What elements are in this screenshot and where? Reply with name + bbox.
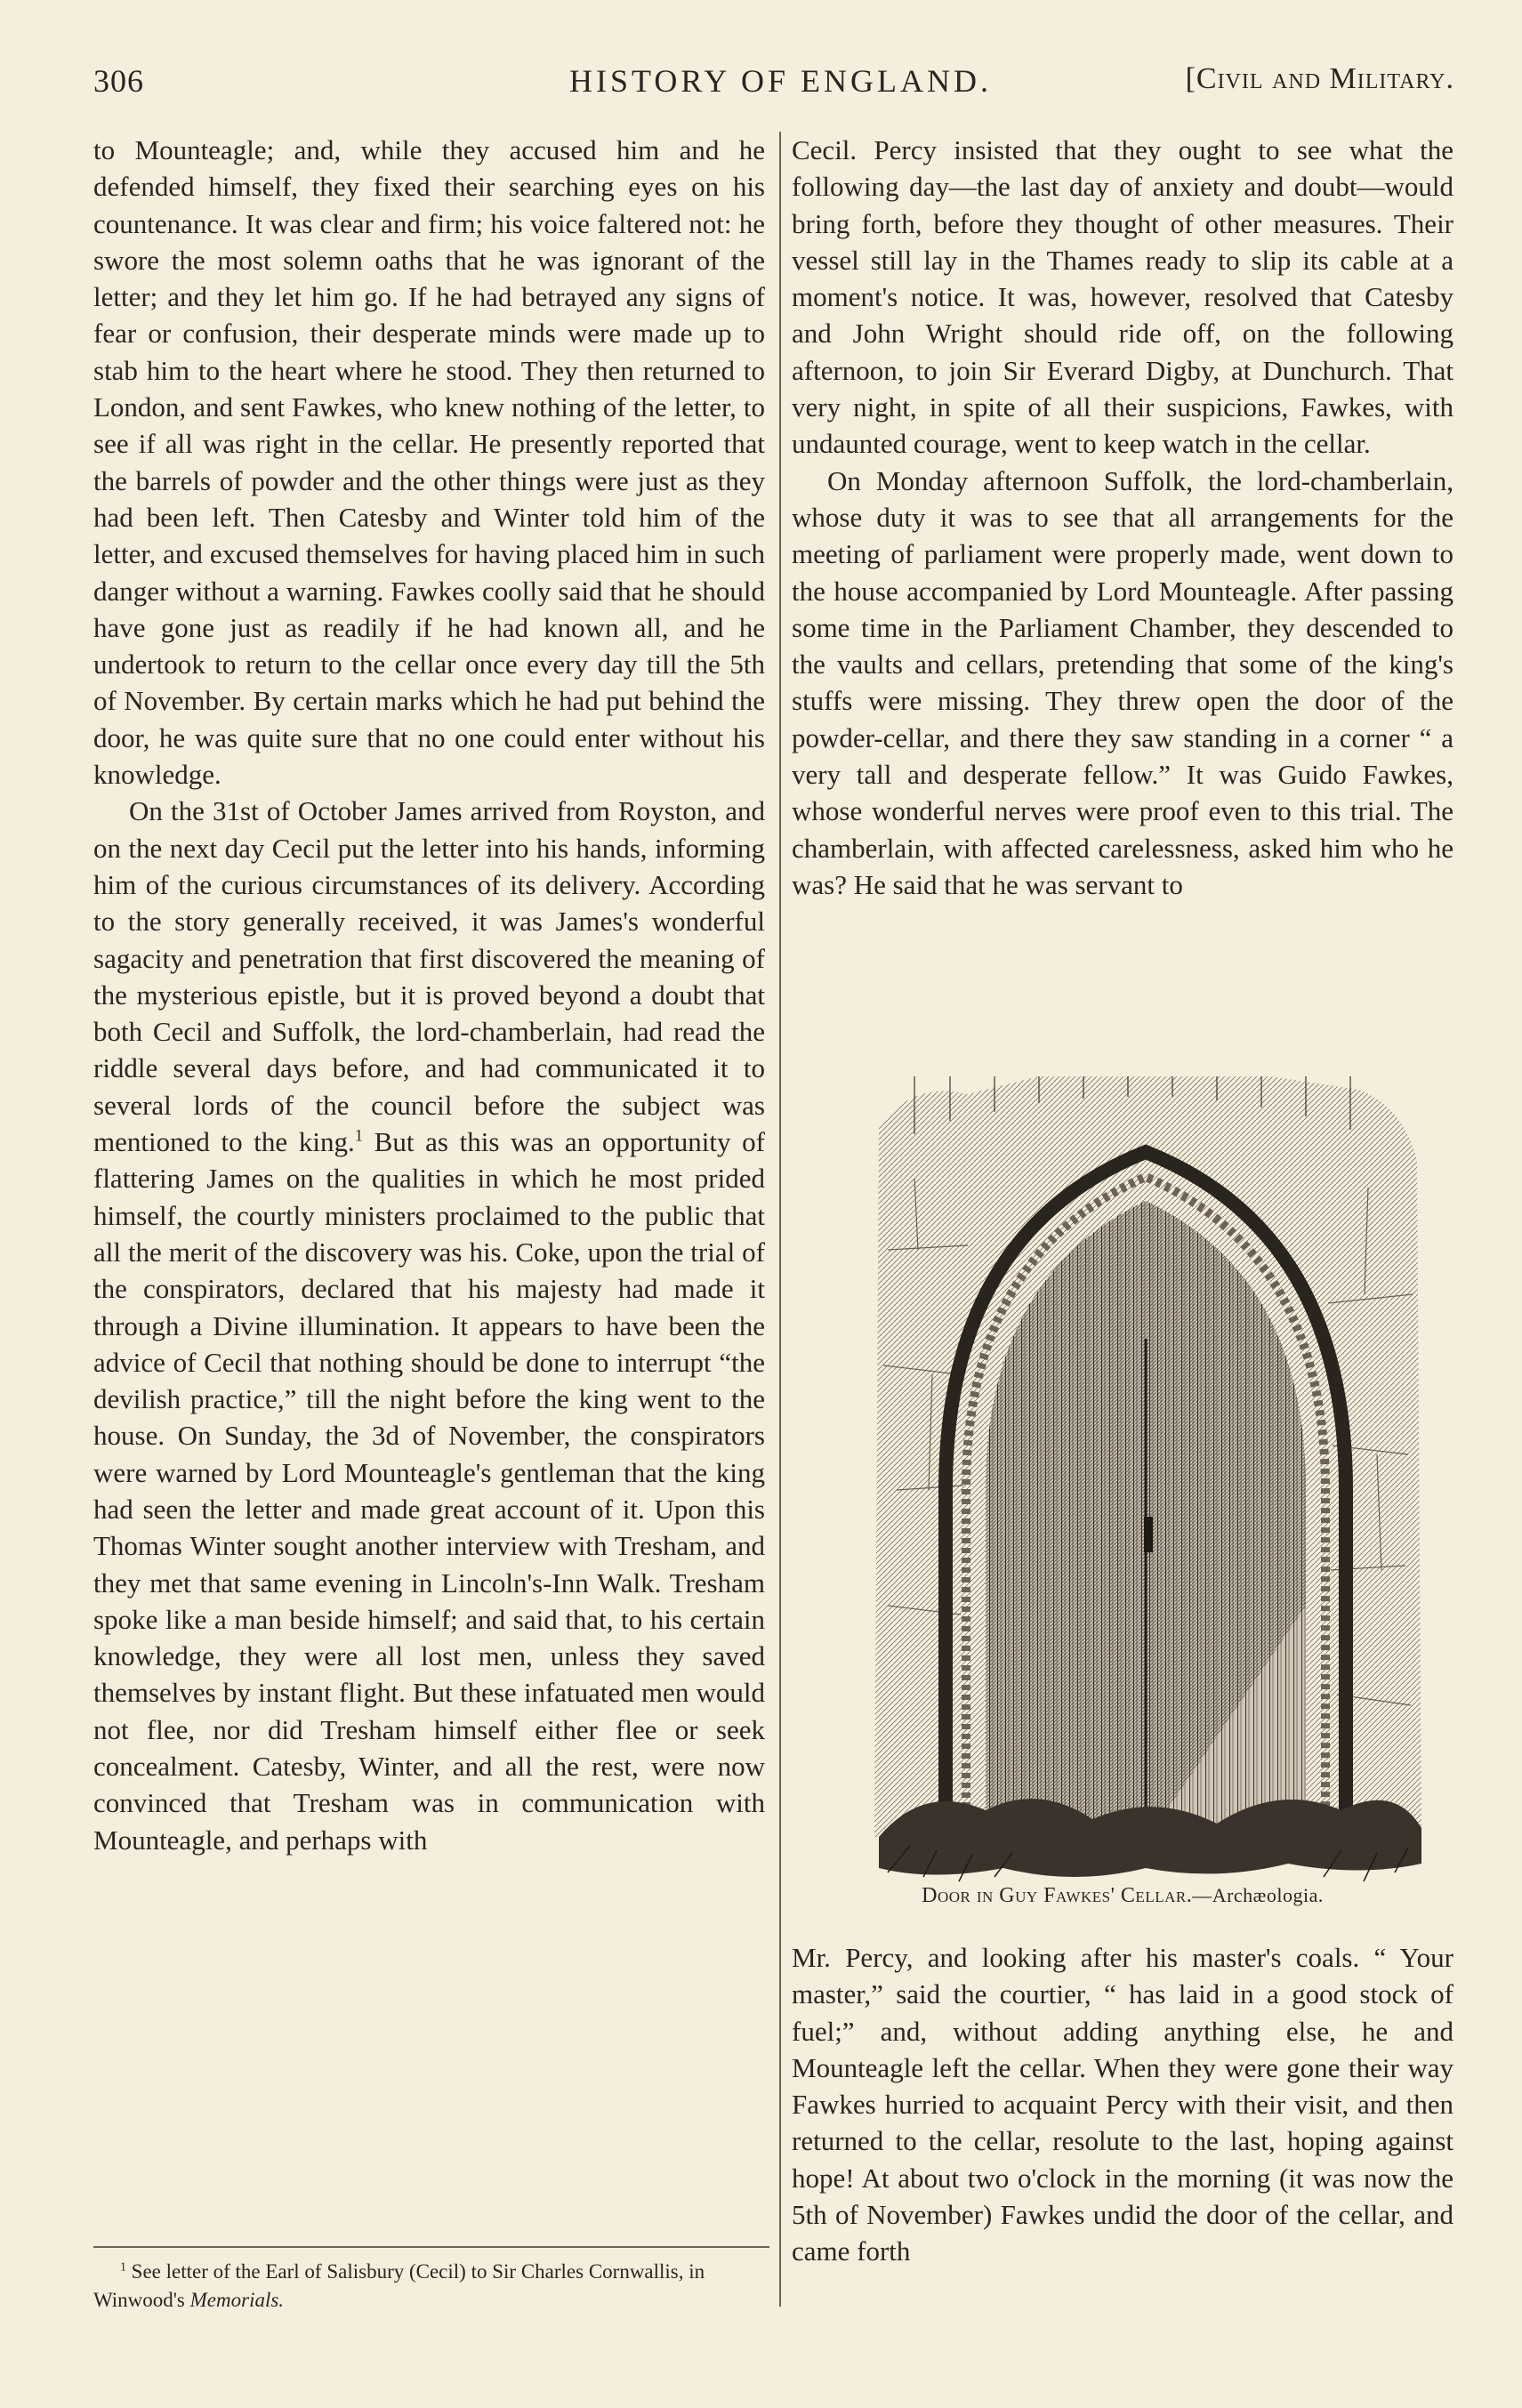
column-divider (779, 132, 781, 2307)
header-section (1186, 62, 1454, 96)
footnote-ref: 1 (354, 1126, 363, 1146)
figure-caption-source: —Archæologia. (1192, 1884, 1324, 1906)
page-number: 306 (93, 63, 144, 99)
figure-caption (792, 1884, 1454, 1908)
footnote-divider (93, 2246, 769, 2248)
left-paragraph-2-continued: But as this was an opportunity of flattering James on the qualities in which he most prided himself, the courtly ministers proclaimed to the public that all the merit of the discovery was his. Coke, upon the trial of the conspirators, declared that his majesty had made it through a Divine illumination. It appears to have been the advice of Cecil that nothing should be done to interrupt “the devilish practice,” till the night before the king went to the house. On Sunday, the 3d of November, the conspirators were warned by Lord Mounteagle's gentleman that the king had seen the letter and made great account of it. Upon this Thomas Winter sought another interview with Tresham, and they met that same evening in Lincoln's-Inn Walk. Tresham spoke like a man beside himself; and said that, to his certain knowledge, they were all lost men, unless they saved themselves by instant flight. But these infatuated men would not flee, nor did Tresham himself either flee or seek concealment. Catesby, Winter, and all the rest, were now convinced that Tresham was in communication with Mounteagle, and perhaps with (93, 1126, 766, 1856)
left-paragraph-2 (93, 793, 765, 1858)
right-column-bottom (792, 1939, 1454, 2270)
footnote-marker: 1 (120, 2259, 126, 2274)
right-paragraph-2: On Monday afternoon Suffolk, the lord-chamberlain, whose duty it was to see that all arrangements for the meeting of parliament were properly made, went down to the house accompanied by Lord Mounteagle. After passing some time in the Parliament Chamber, they descended to the vaults and cellars, pretending that some of the king's stuffs were missing. They threw open the door of the powder-cellar, and there they saw standing in a corner “ a very tall and desperate fellow.” It was Guido Fawkes, whose wonderful nerves were proof even to this trial. The chamberlain, with affected carelessness, asked him who he was? He said that he was servant to (792, 464, 1454, 900)
footnote-text: See letter of the Earl of Salisbury (Cecil) to Sir Charles Cornwallis, in Winwood's (93, 2260, 705, 2311)
right-paragraph-3: Mr. Percy, and looking after his master's coals. “ Your master,” said the courtier, “ has laid in a good stock of fuel;” and, without adding anything else, he and Mounteagle left the cellar. When they were gone their way Fawkes hurried to acquaint Percy with their visit, and then returned to the cellar, resolute to the last, hoping against hope! At about two o'clock in the morning (it was now the 5th of November) Fawkes undid the door of the cellar, and came forth (792, 1942, 1454, 2267)
door-illustration (861, 1072, 1430, 1895)
left-paragraph-1: to Mounteagle; and, while they accused him and he defended himself, they fixed their searching eyes on his countenance. It was clear and firm; his voice faltered not: he swore the most solemn oaths that he was ignorant of the letter; and they let him go. If he had betrayed any signs of fear or confusion, their desperate minds were made up to stab him to the heart where he stood. They then returned to London, and sent Fawkes, who knew nothing of the letter, to see if all was right in the cellar. He presently reported that the barrels of powder and the other things were just as they had been left. Then Catesby and Winter told him of the letter, and excused themselves for having placed him in such danger without a warning. Fawkes coolly said that he should have gone just as readily if he had known all, and he undertook to return to the cellar once every day till the 5th of November. By certain marks which he had put behind the door, he was quite sure that no one could enter without his knowledge. (93, 134, 765, 791)
right-paragraph-1: Cecil. Percy insisted that they ought to see what the following day—the last day of anxiety and doubt—would bring forth, before they thought of other measures. Their vessel still lay in the Thames ready to slip its cable at a moment's notice. It was, however, resolved that Catesby and John Wright should ride off, on the following afternoon, to join Sir Everard Digby, at Dunchurch. That very night, in spite of all their suspicions, Fawkes, with undaunted courage, went to keep watch in the cellar. (792, 134, 1454, 460)
footnote (93, 2258, 769, 2315)
footnote-italic-title: Memorials. (189, 2289, 285, 2311)
left-column (93, 132, 765, 1858)
left-paragraph-2-text: On the 31st of October James arrived from Royston, and on the next day Cecil put the letter into his hands, informing him of the curious circumstances of its delivery. According to the story generally received, it was James's wonderful sagacity and penetration that first discovered the meaning of the mysterious epistle, but it is proved beyond a doubt that both Cecil and Suffolk, the lord-chamberlain, had read the riddle several days before, and had communicated it to several lords of the council before the subject was mentioned to the king. (93, 795, 765, 1158)
rubble (879, 1799, 1421, 1877)
running-head (93, 62, 1454, 105)
header-section-text: [Civil and Military. (1185, 62, 1454, 95)
figure-caption-main: Door in Guy Fawkes' Cellar. (922, 1884, 1193, 1907)
header-title: HISTORY OF ENGLAND. (569, 63, 993, 99)
right-column-top (792, 132, 1454, 903)
